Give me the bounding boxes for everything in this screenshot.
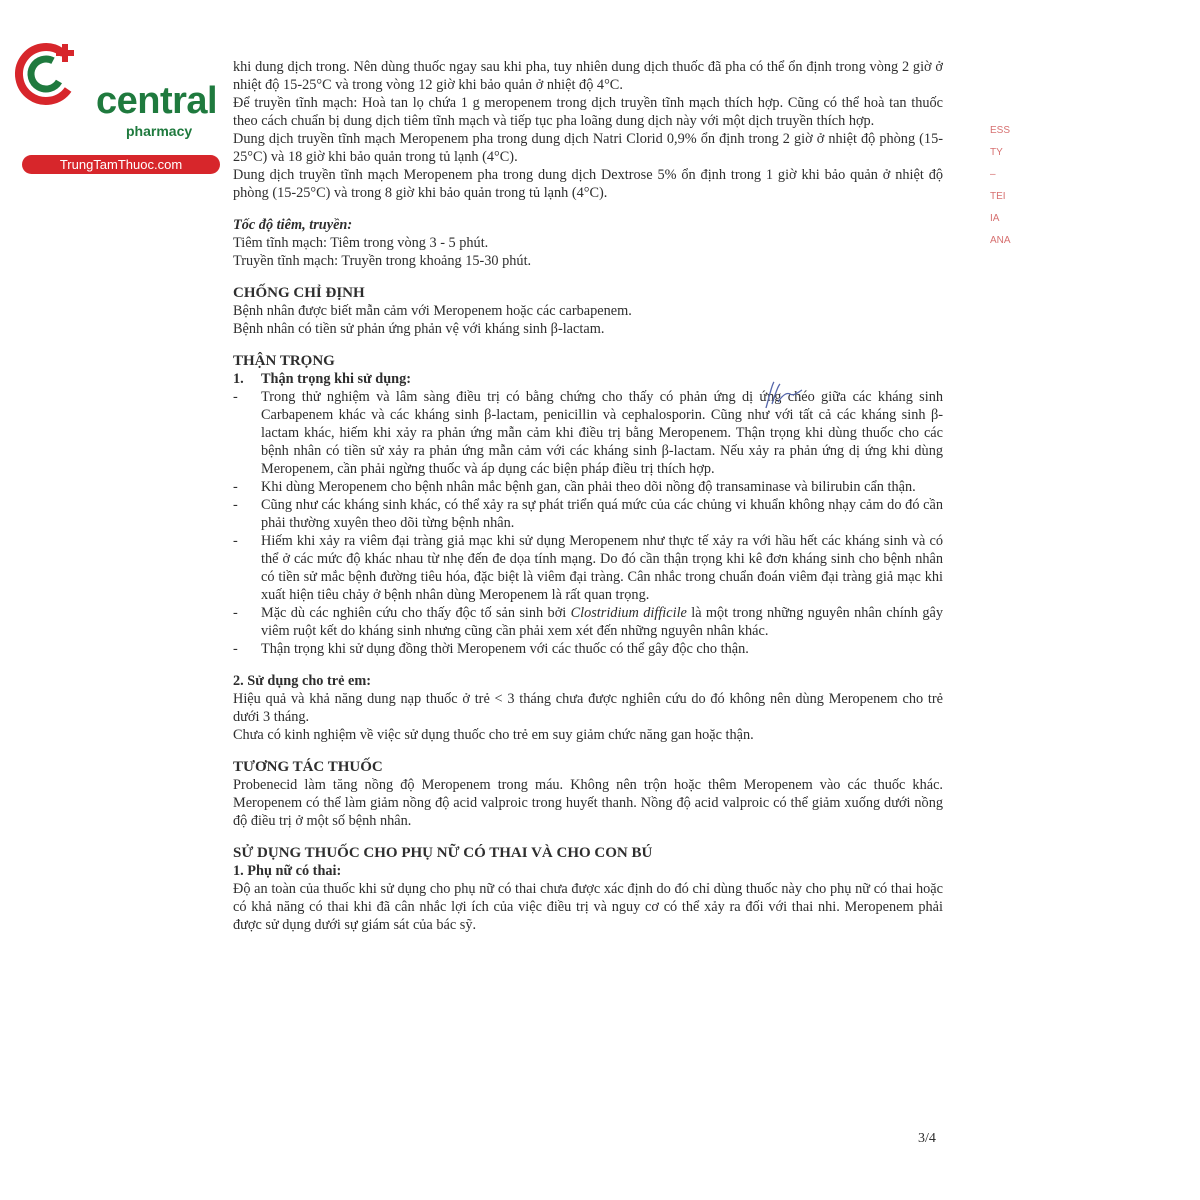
- interaction-heading: TƯƠNG TÁC THUỐC: [233, 759, 383, 775]
- stamp-fragment: ESS TY – TEI IA ANA: [990, 125, 1011, 246]
- signature-mark: [760, 374, 810, 414]
- caution-subheading-1: [233, 370, 943, 388]
- caution-bullet: - Trong thử nghiệm và lâm sàng điều trị có bằng chứng cho thấy có phản ứng dị ứng chéo giữa các kháng sinh Carbapenem khác và các kháng sinh β-lactam, penicillin và cephalosporin. Cũng như với tất cả các kháng sinh β-lactam khác, hiếm khi xảy ra phản ứng mẫn cảm khi điều trị bằng Meropenem. Thận trọng khi dùng thuốc cho các bệnh nhân có tiền sử xảy ra phản ứng mẫn cảm với các kháng sinh β-lactam. Nếu xảy ra phản ứng dị ứng khi dùng Meropenem, cần phải ngừng thuốc và áp dụng các biện pháp điều trị thích hợp.: [233, 389, 943, 477]
- document-body: [233, 58, 943, 934]
- pregnancy-subheading: 1. Phụ nữ có thai:: [233, 863, 342, 879]
- central-pharmacy-logo-icon: [10, 38, 100, 128]
- intro-paragraph: Để truyền tĩnh mạch: Hoà tan lọ chứa 1 g meropenem trong dịch truyền tĩnh mạch thích hợp. Cũng có thể hoà tan thuốc theo cách chuẩn bị dung dịch tiêm tĩnh mạch và tiếp tục pha loãng dung dịch này với một dịch truyền thích hợp.: [233, 95, 943, 129]
- intro-paragraph: Dung dịch truyền tĩnh mạch Meropenem pha trong dung dịch Natri Clorid 0,9% ổn định trong 2 giờ ở nhiệt độ phòng (15-25°C) và 18 giờ khi bảo quản trong tủ lạnh (4°C).: [233, 131, 943, 165]
- contraindication-line: Bệnh nhân được biết mẫn cảm với Meropenem hoặc các carbapenem.: [233, 303, 632, 319]
- logo-tagline: pharmacy: [126, 123, 193, 139]
- children-line: Hiệu quả và khả năng dung nạp thuốc ở trẻ < 3 tháng chưa được nghiên cứu do đó không nên dùng Meropenem cho trẻ dưới 3 tháng.: [233, 691, 943, 725]
- contraindication-line: Bệnh nhân có tiền sử phản ứng phản vệ với kháng sinh β-lactam.: [233, 321, 605, 337]
- interaction-text: Probenecid làm tăng nồng độ Meropenem trong máu. Không nên trộn hoặc thêm Meropenem vào các thuốc khác. Meropenem có thể làm giảm nồng độ acid valproic trong huyết thanh. Nồng độ acid valproic có thể giảm xuống dưới nồng độ điều trị ở một số bệnh nhân.: [233, 777, 943, 829]
- rate-heading: Tốc độ tiêm, truyền:: [233, 217, 353, 233]
- children-line: Chưa có kinh nghiệm về việc sử dụng thuốc cho trẻ em suy giảm chức năng gan hoặc thận.: [233, 727, 754, 743]
- children-subheading: 2. Sử dụng cho trẻ em:: [233, 673, 372, 689]
- caution-subheading-number: 1.: [233, 371, 244, 387]
- caution-heading: THẬN TRỌNG: [233, 353, 335, 369]
- pregnancy-text: Độ an toàn của thuốc khi sử dụng cho phụ nữ có thai chưa được xác định do đó chỉ dùng thuốc này cho phụ nữ có thai hoặc có khả năng có thai khi đã cân nhắc lợi ích của việc điều trị và nguy cơ có thể xảy ra đối với thai nhi. Meropenem phải được sử dụng dưới sự giám sát của bác sỹ.: [233, 881, 943, 933]
- pregnancy-heading: SỬ DỤNG THUỐC CHO PHỤ NỮ CÓ THAI VÀ CHO CON BÚ: [233, 845, 653, 861]
- organism-name: Clostridium difficile: [570, 605, 687, 621]
- logo-url[interactable]: TrungTamThuoc.com: [22, 155, 220, 174]
- caution-subheading-title: Thận trọng khi sử dụng:: [261, 371, 412, 387]
- contraindication-heading: CHỐNG CHỈ ĐỊNH: [233, 285, 365, 301]
- page-number: 3/4: [918, 1131, 936, 1146]
- caution-bullet: - Khi dùng Meropenem cho bệnh nhân mắc bệnh gan, cần phải theo dõi nồng độ transaminase và bilirubin cẩn thận.: [233, 479, 916, 495]
- logo-name: central: [96, 80, 218, 122]
- caution-bullet: - Hiếm khi xảy ra viêm đại tràng giả mạc khi sử dụng Meropenem như thực tế xảy ra với hầu hết các kháng sinh và có thể ở các mức độ khác nhau từ nhẹ đến đe dọa tính mạng. Do đó cần thận trọng khi kê đơn kháng sinh cho bệnh nhân có tiền sử mắc bệnh đường tiêu hóa, đặc biệt là viêm đại tràng. Cân nhắc trong chuẩn đoán viêm đại tràng giả mạc khi xuất hiện tiêu chảy ở bệnh nhân dùng Meropenem là rất quan trọng.: [233, 533, 943, 603]
- brand-logo[interactable]: [10, 38, 218, 172]
- caution-bullet: - Mặc dù các nghiên cứu cho thấy độc tố sản sinh bởi Clostridium difficile là một trong những nguyên nhân chính gây viêm ruột kết do kháng sinh nhưng cũng cần phải xem xét đến những nguyên nhân khác.: [233, 605, 943, 639]
- intro-paragraph: khi dung dịch trong. Nên dùng thuốc ngay sau khi pha, tuy nhiên dung dịch thuốc đã pha có thể ổn định trong vòng 2 giờ ở nhiệt độ 15-25°C và trong vòng 12 giờ khi bảo quản ở nhiệt độ 4°C.: [233, 59, 943, 93]
- caution-bullet: - Thận trọng khi sử dụng đồng thời Meropenem với các thuốc có thể gây độc cho thận.: [233, 641, 749, 657]
- intro-paragraph: Dung dịch truyền tĩnh mạch Meropenem pha trong dung dịch Dextrose 5% ổn định trong 1 giờ khi bảo quản ở nhiệt độ phòng (15-25°C) và trong 8 giờ khi bảo quản trong tủ lạnh (4°C).: [233, 167, 943, 201]
- rate-line: Tiêm tĩnh mạch: Tiêm trong vòng 3 - 5 phút.: [233, 235, 489, 251]
- caution-bullet: - Cũng như các kháng sinh khác, có thể xảy ra sự phát triển quá mức của các chủng vi khuẩn không nhạy cảm do đó cần phải thường xuyên theo dõi từng bệnh nhân.: [233, 497, 943, 531]
- rate-line: Truyền tĩnh mạch: Truyền trong khoảng 15-30 phút.: [233, 253, 532, 269]
